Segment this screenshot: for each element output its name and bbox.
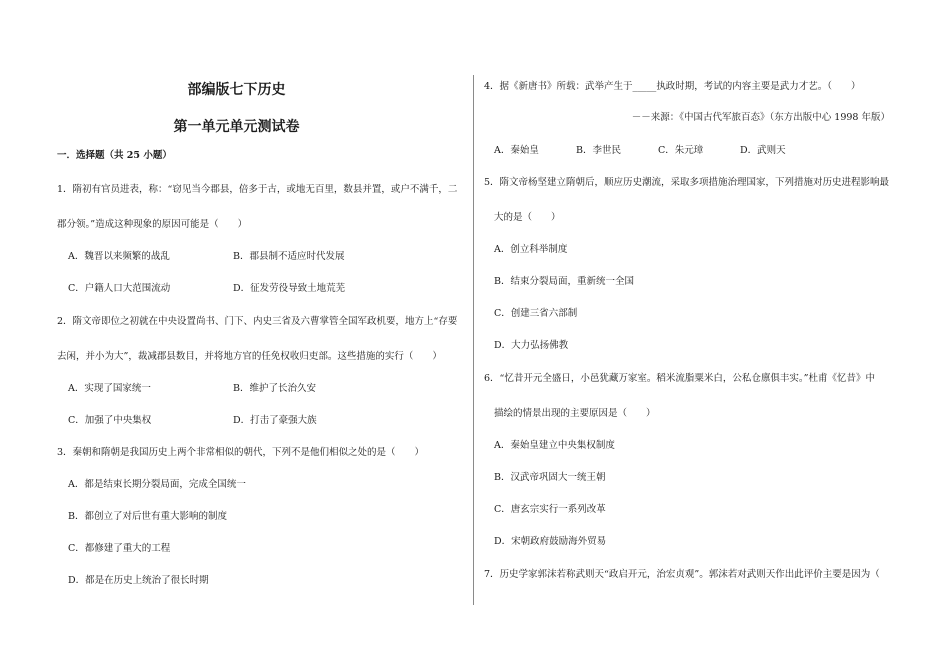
question-3-option-d[interactable]: D．都是在历史上统治了很长时期: [68, 575, 209, 586]
question-1-option-b[interactable]: B．郡县制不适应时代发展: [233, 251, 345, 262]
question-2-option-b[interactable]: B．维护了长治久安: [233, 383, 316, 394]
question-2-stem-line1: 2．隋文帝即位之初就在中央设置尚书、门下、内史三省及六曹掌管全国军政机要，地方上“存要: [57, 316, 458, 327]
question-5-stem-line1: 5．隋文帝杨坚建立隋朝后，顺应历史潮流，采取多项措施治理国家，下列措施对历史进程影响最: [484, 177, 890, 188]
question-7-stem: 7．历史学家郭沫若称武则天“政启开元，治宏贞观”。郭沫若对武则天作出此评价主要是因为（: [484, 569, 880, 580]
question-4-option-c[interactable]: C．朱元璋: [658, 145, 704, 156]
question-2-option-a[interactable]: A．实现了国家统一: [68, 383, 151, 394]
question-1-option-d[interactable]: D．征发劳役导致土地荒芜: [233, 283, 346, 294]
question-2-stem-line2: 去闲，并小为大”，裁减郡县数目，并将地方官的任免权收归吏部。这些措施的实行（ ）: [57, 351, 442, 362]
question-4-option-b[interactable]: B．李世民: [576, 145, 621, 156]
question-6-option-a[interactable]: A．秦始皇建立中央集权制度: [494, 440, 615, 451]
section-heading: 一．选择题（共 25 小题）: [57, 150, 172, 161]
question-4-stem: 4．据《新唐书》所载：武举产生于_____执政时期，考试的内容主要是武力才艺。（ ）: [484, 81, 861, 92]
question-5-option-d[interactable]: D．大力弘扬佛教: [494, 340, 569, 351]
question-6-option-c[interactable]: C．唐玄宗实行一系列改革: [494, 504, 606, 515]
question-3-option-c[interactable]: C．都修建了重大的工程: [68, 543, 171, 554]
question-5-option-a[interactable]: A．创立科举制度: [494, 244, 568, 255]
question-3-stem: 3．秦朝和隋朝是我国历史上两个非常相似的朝代，下列不是他们相似之处的是（ ）: [57, 447, 425, 458]
question-1-option-c[interactable]: C．户籍人口大范围流动: [68, 283, 171, 294]
question-5-option-c[interactable]: C．创建三省六部制: [494, 308, 578, 319]
question-4-source: －－来源：《中国古代军旅百态》（东方出版中心 1998 年版）: [631, 112, 890, 123]
question-6-option-b[interactable]: B．汉武帝巩固大一统王朝: [494, 472, 606, 483]
question-3-option-b[interactable]: B．都创立了对后世有重大影响的制度: [68, 511, 227, 522]
question-5-option-b[interactable]: B．结束分裂局面，重新统一全国: [494, 276, 634, 287]
question-2-option-d[interactable]: D．打击了豪强大族: [233, 415, 317, 426]
question-1-stem-line2: 郡分领。”造成这种现象的原因可能是（ ）: [57, 219, 248, 230]
question-6-stem-line2: 描绘的情景出现的主要原因是（ ）: [494, 408, 656, 419]
question-6-option-d[interactable]: D．宋朝政府鼓励海外贸易: [494, 536, 607, 547]
question-1-option-a[interactable]: A．魏晋以来频繁的战乱: [68, 251, 170, 262]
question-4-option-a[interactable]: A．秦始皇: [494, 145, 539, 156]
question-1-stem-line1: 1．隋初有官员进表，称：“窃见当今郡县，倍多于古，或地无百里，数县并置，或户不满千，二: [57, 184, 458, 195]
page-subtitle: 第一单元单元测试卷: [173, 119, 300, 135]
column-divider: [473, 75, 474, 605]
question-5-stem-line2: 大的是（ ）: [494, 212, 561, 223]
question-6-stem-line1: 6．“忆昔开元全盛日，小邑犹藏万家室。稻米流脂粟米白，公私仓廪俱丰实。”杜甫《忆昔》中: [484, 373, 876, 384]
question-3-option-a[interactable]: A．都是结束长期分裂局面，完成全国统一: [68, 479, 246, 490]
page-title: 部编版七下历史: [187, 82, 286, 98]
question-4-option-d[interactable]: D．武则天: [740, 145, 786, 156]
question-2-option-c[interactable]: C．加强了中央集权: [68, 415, 152, 426]
